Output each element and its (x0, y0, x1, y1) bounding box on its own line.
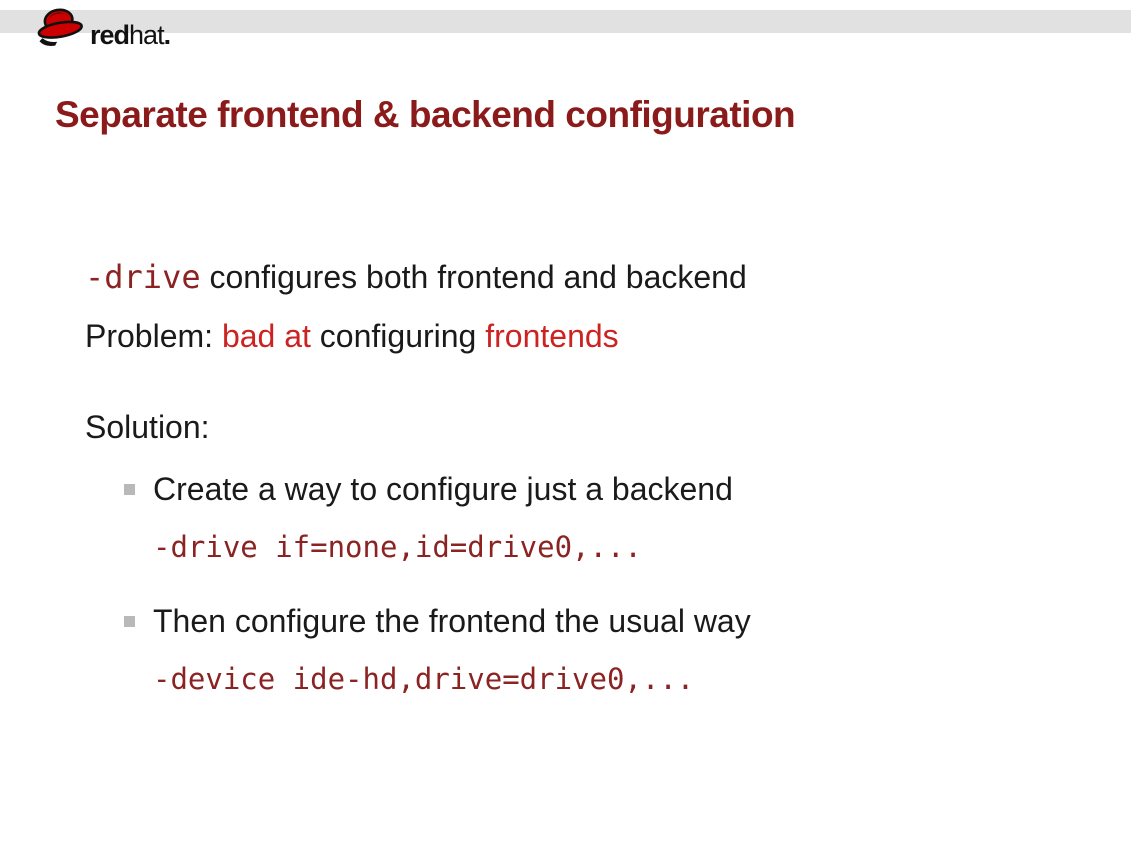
slide-title: Separate frontend & backend configuration (55, 94, 796, 135)
intro-paragraph (85, 248, 747, 366)
bullet-2-code: -device ide-hd,drive=drive0,... (153, 662, 695, 696)
redhat-logo (34, 5, 170, 51)
solution-label: Solution: (85, 409, 210, 445)
drive-option-code: -drive (85, 258, 201, 296)
redhat-wordmark (90, 22, 170, 49)
intro-line-2 (85, 307, 747, 366)
problem-frontends: frontends (485, 318, 619, 354)
intro-line-1-text: configures both frontend and backend (209, 259, 747, 295)
problem-label: Problem: (85, 318, 214, 354)
logo-period: . (163, 20, 171, 50)
bullet-1-text: Create a way to configure just a backend (153, 471, 733, 507)
logo-word-hat: hat (129, 20, 164, 50)
list-item (124, 598, 751, 644)
redhat-fedora-icon (34, 5, 86, 51)
bullet-1-code: -drive if=none,id=drive0,... (153, 530, 642, 564)
intro-line-1 (85, 248, 747, 307)
logo-word-red: red (90, 20, 130, 50)
solution-bullet-list (124, 466, 751, 730)
problem-configuring: configuring (319, 318, 477, 354)
bullet-2-text: Then configure the frontend the usual way (153, 603, 751, 639)
square-bullet-icon (124, 616, 135, 627)
square-bullet-icon (124, 484, 135, 495)
list-item (124, 466, 751, 512)
problem-bad-at: bad at (221, 318, 311, 354)
